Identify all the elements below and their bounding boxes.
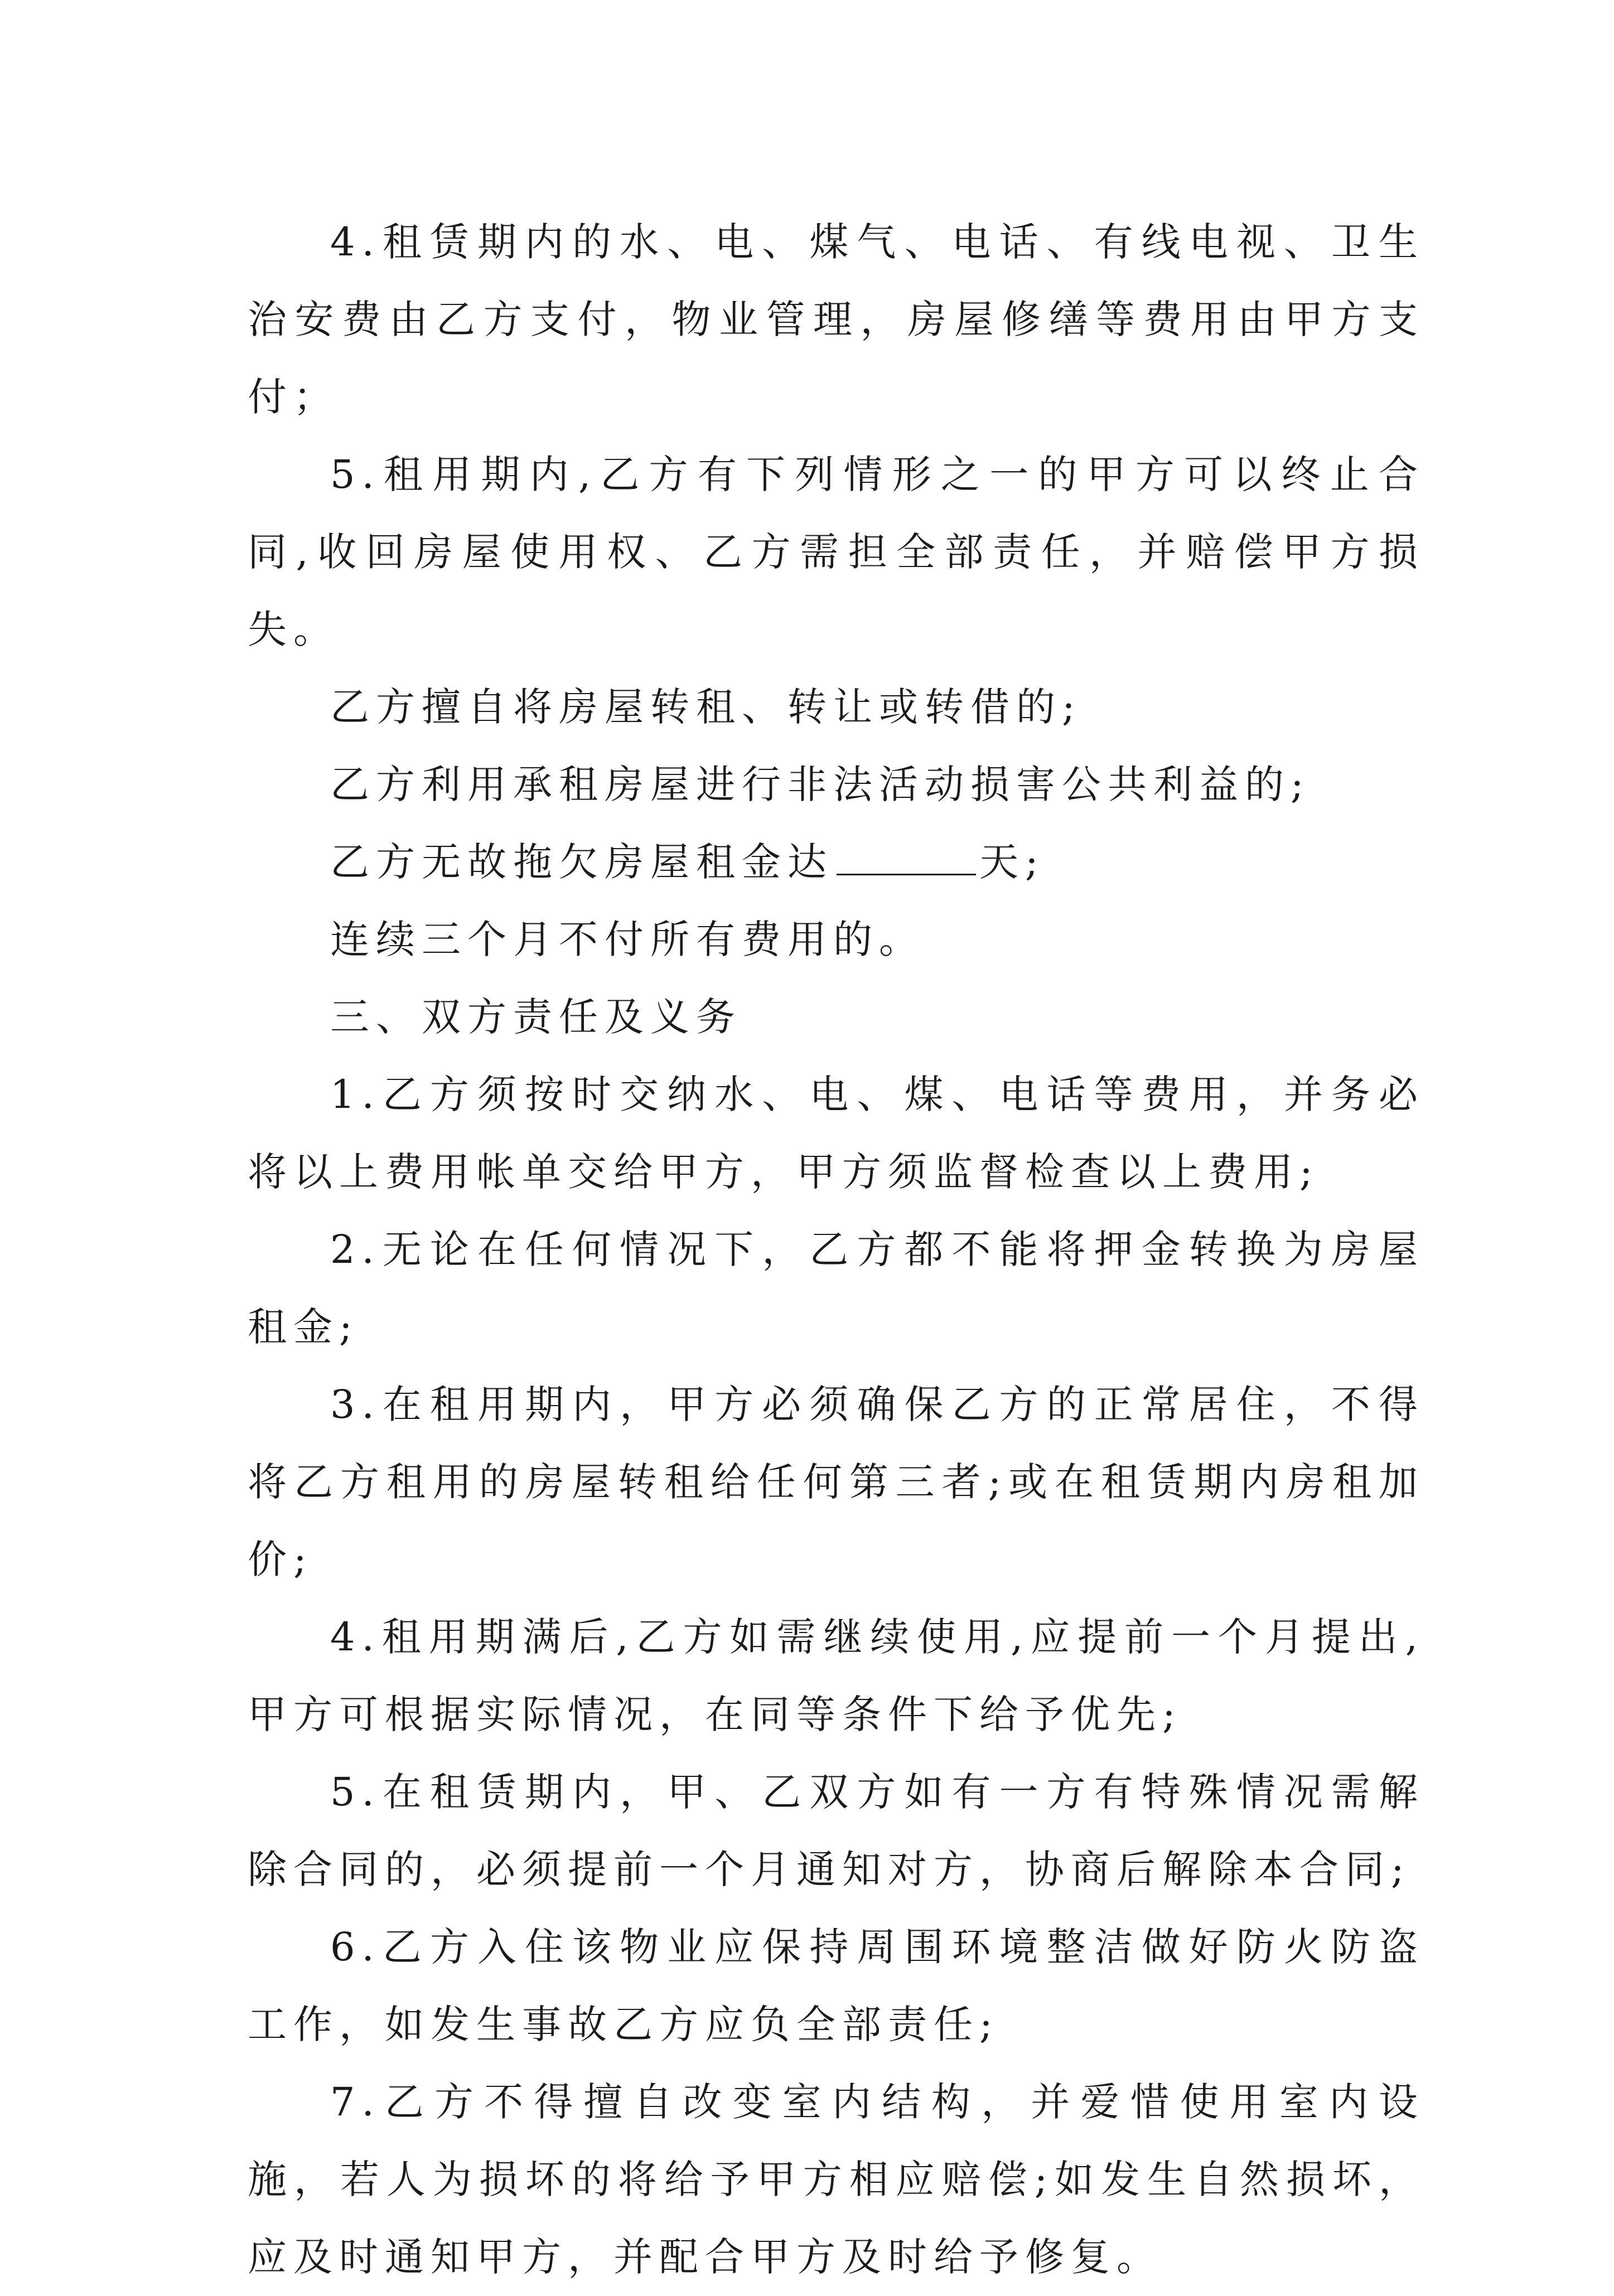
paragraph-rent-arrears-clause [248, 824, 1424, 901]
rent-arrears-text: 乙方无故拖欠房屋租金达 [330, 839, 833, 885]
paragraph-utilities-fees: 4.租赁期内的水、电、煤气、电话、有线电视、卫生治安费由乙方支付，物业管理，房屋修缮等费用由甲方支付； [248, 219, 1424, 420]
paragraph-duty-3: 3.在租用期内，甲方必须确保乙方的正常居住，不得将乙方租用的房屋转租给任何第三者;或在租赁期内房租加价; [248, 1382, 1424, 1582]
section-heading-responsibilities: 三、双方责任及义务 [330, 994, 742, 1040]
paragraph-duty-1: 1.乙方须按时交纳水、电、煤、电话等费用，并务必将以上费用帐单交给甲方，甲方须监督检查以上费用; [248, 1072, 1424, 1195]
paragraph-duty-2: 2.无论在任何情况下，乙方都不能将押金转换为房屋租金; [248, 1227, 1424, 1350]
paragraph-duty-4: 4.租用期满后,乙方如需继续使用,应提前一个月提出,甲方可根据实际情况，在同等条件下给予优先; [248, 1614, 1424, 1737]
paragraph-duty-6: 6.乙方入住该物业应保持周围环境整洁做好防火防盗工作，如发生事故乙方应负全部责任; [248, 1924, 1424, 2047]
paragraph-duty-5: 5.在租赁期内，甲、乙双方如有一方有特殊情况需解除合同的，必须提前一个月通知对方，协商后解除本合同; [248, 1769, 1424, 1892]
paragraph-unpaid-fees-clause: 连续三个月不付所有费用的。 [330, 917, 925, 962]
days-blank-field [837, 841, 976, 875]
paragraph-illegal-use-clause: 乙方利用承租房屋进行非法活动损害公共利益的; [330, 762, 1311, 807]
document-body [248, 204, 1424, 2296]
paragraph-sublet-clause: 乙方擅自将房屋转租、转让或转借的; [330, 684, 1082, 730]
paragraph-termination-conditions: 5.租用期内,乙方有下列情形之一的甲方可以终止合同,收回房屋使用权、乙方需担全部责任，并赔偿甲方损失。 [248, 452, 1424, 652]
paragraph-duty-7: 7.乙方不得擅自改变室内结构，并爱惜使用室内设施，若人为损坏的将给予甲方相应赔偿;如发生自然损坏，应及时通知甲方，并配合甲方及时给予修复。 [248, 2079, 1424, 2280]
rent-arrears-unit: 天; [979, 839, 1045, 885]
